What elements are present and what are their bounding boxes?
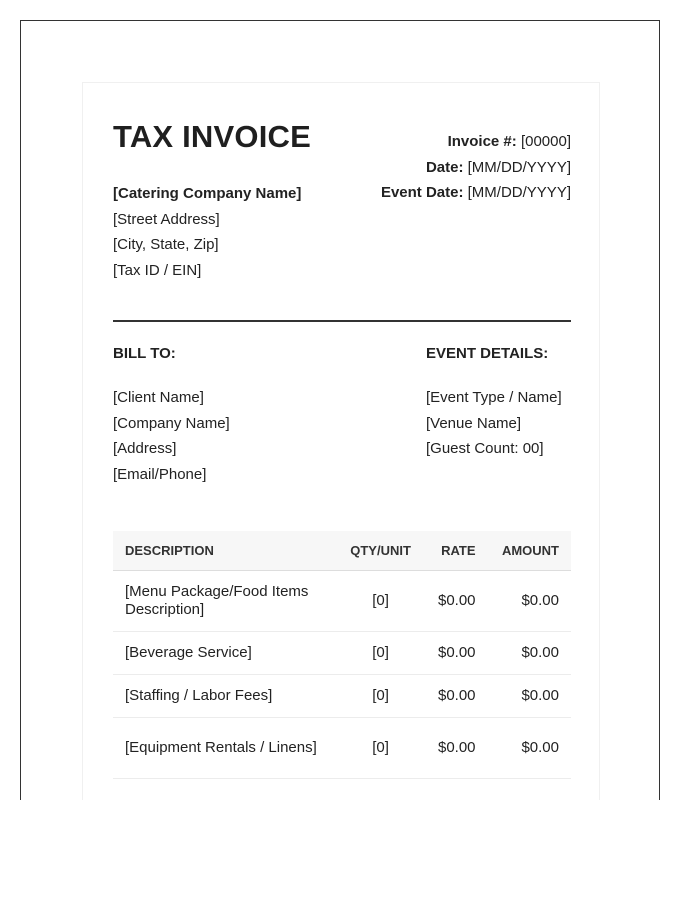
item-description: [Staffing / Labor Fees] — [113, 675, 337, 718]
invoice-meta — [381, 129, 571, 206]
line-items-table — [113, 531, 571, 779]
client-company: [Company Name] — [113, 414, 230, 432]
event-date-label: Event Date: — [380, 184, 464, 201]
table-row — [113, 632, 571, 675]
event-date-line — [381, 180, 571, 206]
table-row — [113, 571, 571, 632]
item-qty: [0] — [337, 571, 424, 632]
event-details-list — [426, 385, 562, 462]
bill-to-heading: BILL TO: — [113, 345, 176, 362]
item-qty: [0] — [337, 632, 424, 675]
page-frame — [20, 20, 660, 800]
item-rate: $0.00 — [424, 675, 487, 718]
item-amount: $0.00 — [488, 632, 571, 675]
event-venue: [Venue Name] — [426, 414, 522, 432]
item-qty: [0] — [337, 718, 424, 779]
item-amount: $0.00 — [488, 718, 571, 779]
item-rate: $0.00 — [424, 571, 487, 632]
invoice-number-line — [381, 129, 571, 155]
table-row — [113, 718, 571, 779]
col-rate: RATE — [424, 531, 487, 571]
col-qty: QTY/UNIT — [337, 531, 424, 571]
company-tax-id: [Tax ID / EIN] — [113, 261, 202, 279]
header-divider — [113, 320, 571, 322]
company-street: [Street Address] — [113, 210, 220, 228]
bill-to-block — [113, 345, 230, 487]
invoice-title: TAX INVOICE — [113, 119, 311, 154]
table-row — [113, 675, 571, 718]
line-items-body — [113, 571, 571, 779]
event-date-value: [MM/DD/YYYY] — [467, 184, 571, 201]
invoice-number-value: [00000] — [520, 133, 571, 150]
item-description: [Beverage Service] — [113, 632, 337, 675]
item-amount: $0.00 — [488, 675, 571, 718]
item-description: [Menu Package/Food Items Description] — [113, 571, 337, 632]
header-row — [113, 531, 571, 571]
event-type: [Event Type / Name] — [426, 389, 562, 406]
item-rate: $0.00 — [424, 718, 487, 779]
event-guests: [Guest Count: 00] — [426, 440, 544, 457]
item-qty: [0] — [337, 675, 424, 718]
col-amount: AMOUNT — [488, 531, 571, 571]
company-block — [113, 181, 301, 283]
col-description: DESCRIPTION — [113, 531, 337, 571]
event-details-heading: EVENT DETAILS: — [426, 345, 549, 362]
invoice-sheet — [82, 82, 600, 800]
client-address: [Address] — [113, 440, 177, 457]
invoice-date-label: Date: — [425, 158, 464, 176]
company-name: [Catering Company Name] — [113, 185, 302, 202]
item-description: [Equipment Rentals / Linens] — [113, 718, 337, 779]
line-items-header — [113, 531, 571, 571]
item-rate: $0.00 — [424, 632, 487, 675]
bill-to-details — [113, 385, 230, 487]
client-contact: [Email/Phone] — [113, 465, 207, 483]
company-city: [City, State, Zip] — [113, 236, 219, 253]
invoice-date-value: [MM/DD/YYYY] — [467, 158, 571, 176]
invoice-date-line — [381, 155, 571, 181]
event-details-block — [426, 345, 562, 462]
item-amount: $0.00 — [488, 571, 571, 632]
client-name: [Client Name] — [113, 389, 204, 406]
invoice-number-label: Invoice #: — [447, 133, 517, 150]
